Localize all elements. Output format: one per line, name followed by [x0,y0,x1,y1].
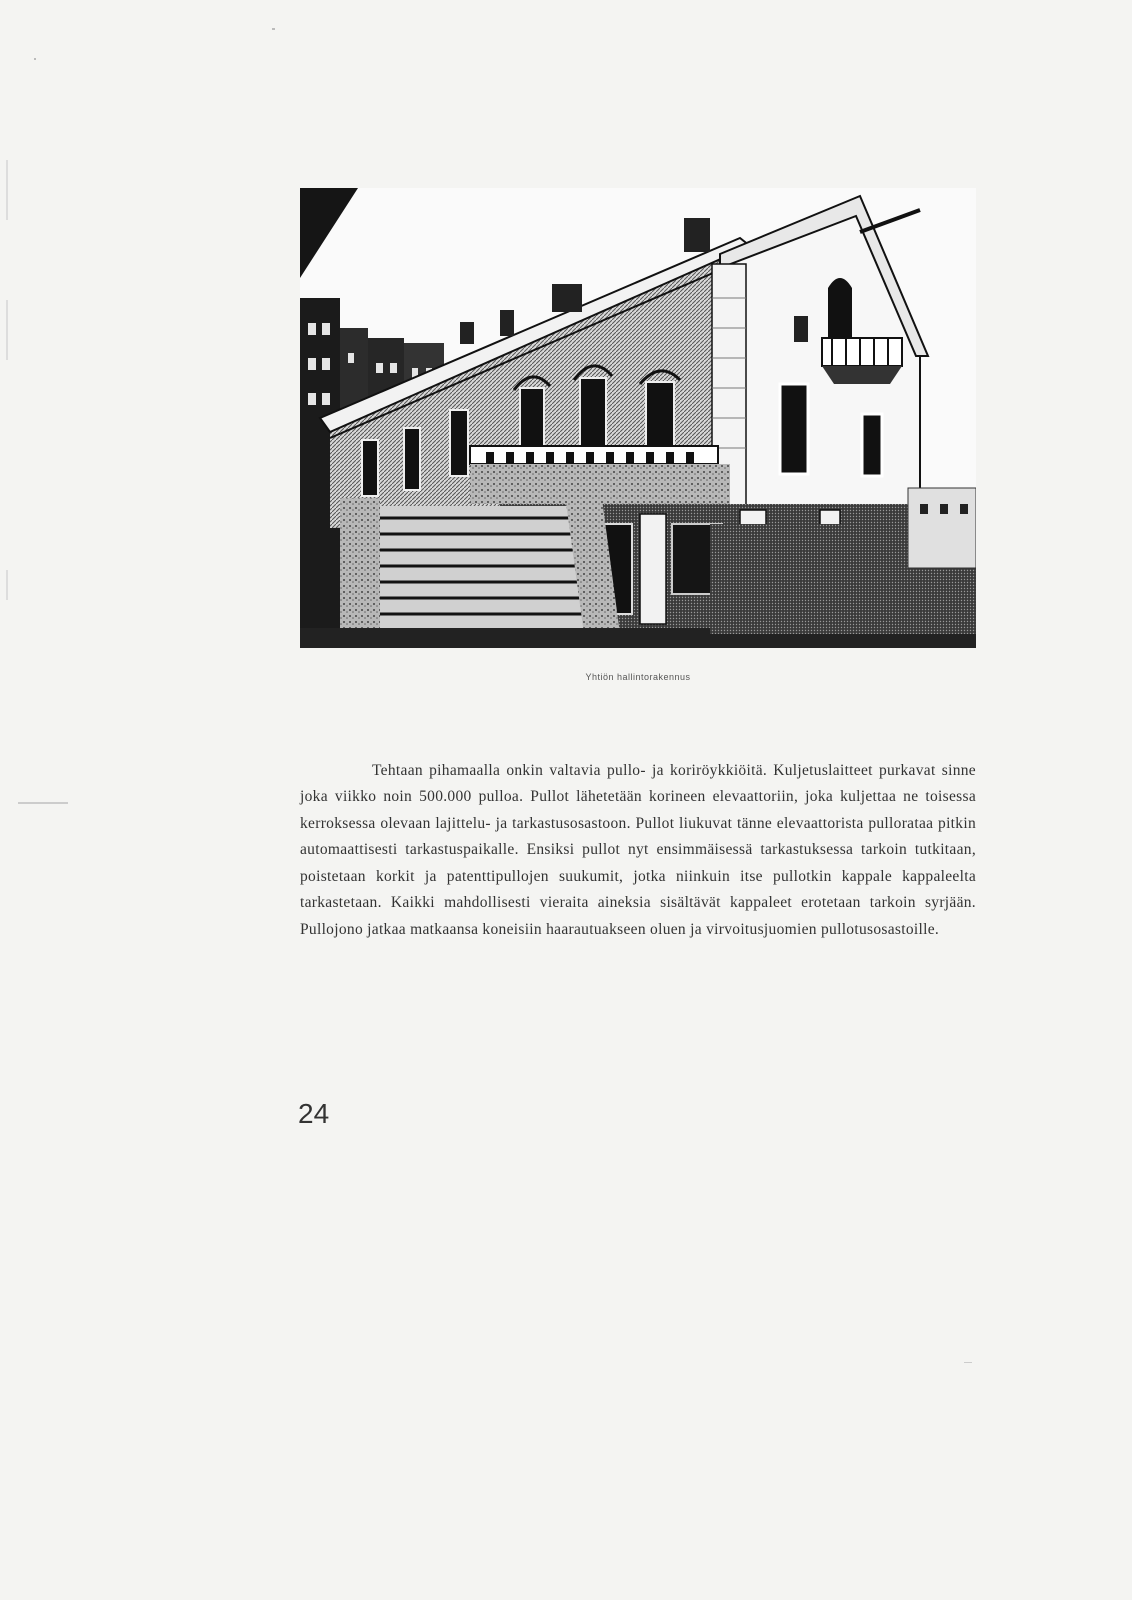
scan-edge-mark [6,300,8,360]
building-illustration [300,188,976,648]
scan-speck [964,1362,972,1363]
scan-edge-mark [6,570,8,600]
scan-edge-mark [6,160,8,220]
figure-caption: Yhtiön hallintorakennus [585,672,691,682]
scan-speck [272,28,275,30]
scan-speck [18,802,68,804]
building-photo [300,188,976,648]
scan-speck [34,58,36,60]
body-paragraph: Tehtaan pihamaalla onkin valtavia pullo- ja koriröykkiöitä. Kuljetuslaitteet purkavat sinne joka viikko noin 500.000 pulloa. Pullot lähetetään korineen elevaattoriin, joka kuljettaa ne toisessa kerroksessa olevaan lajittelu- ja tarkastusosastoon. Pullot liukuvat tänne elevaattorista pullorataa pitkin automaattisesti tarkastuspaikalle. Ensiksi pullot nyt ensimmäisessä tarkastuksessa tarkoin tutkitaan, poistetaan korkit ja patenttipullojen suukumit, jotka niinkuin itse pullotkin kappale kappaleelta tarkastetaan. Kaikki mahdollisesti vieraita aineksia sisältävät kappaleet erotetaan tarkoin syrjään. Pullojono jatkaa matkaansa koneisiin haarautuakseen oluen ja virvoitusjuomien pullotusosastoille. [300,761,976,938]
page-number: 24 [298,1098,330,1129]
